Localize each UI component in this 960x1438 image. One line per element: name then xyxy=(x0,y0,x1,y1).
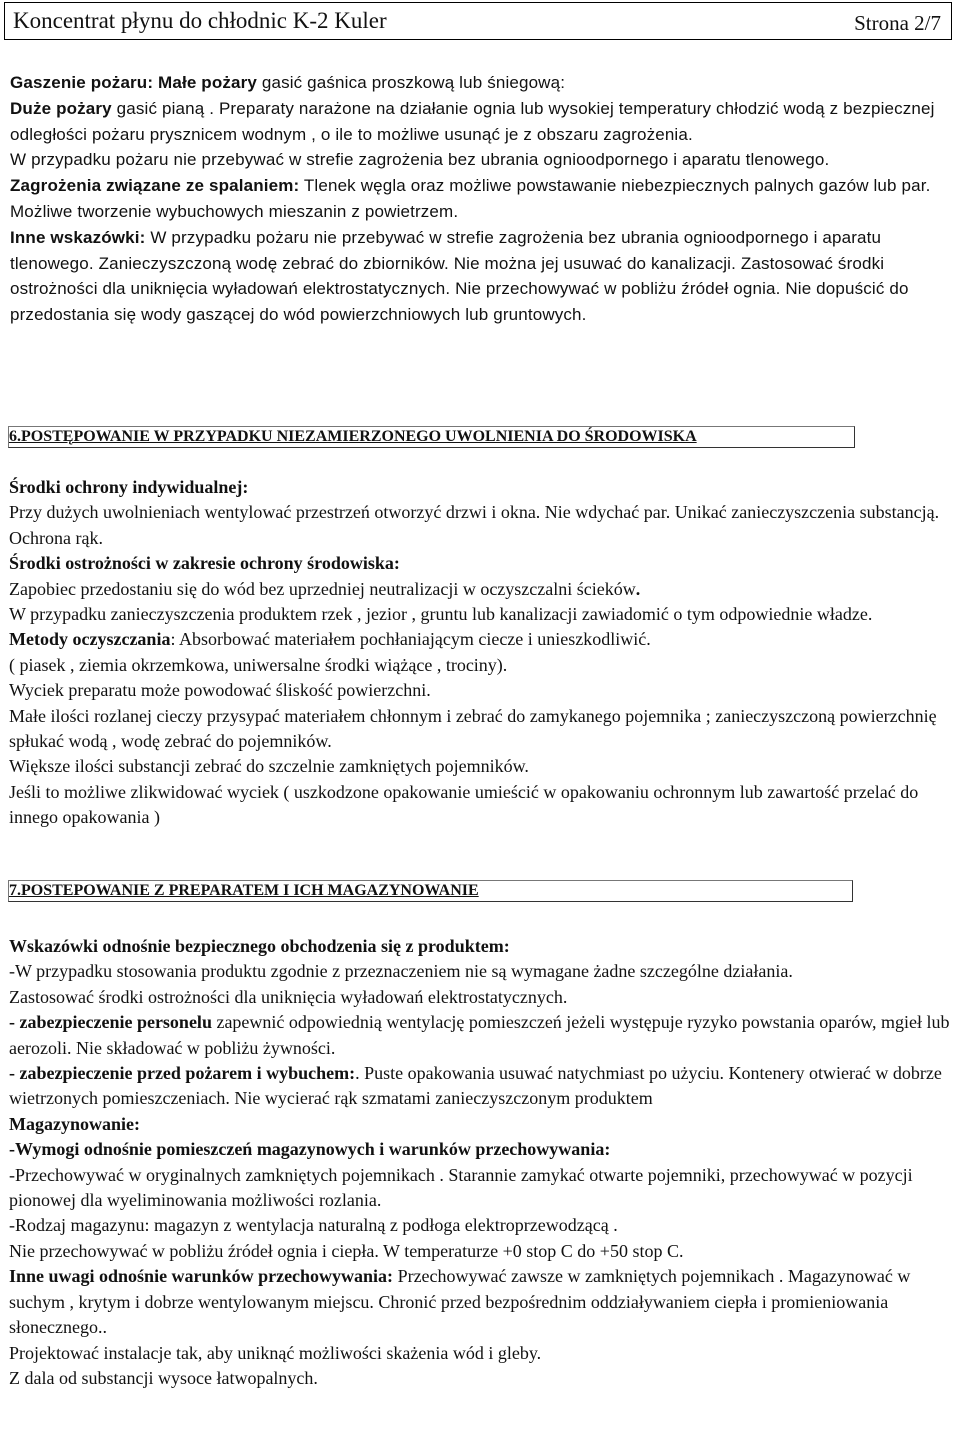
slippery-surface-text: Wyciek preparatu może powodować śliskość powierzchni. xyxy=(9,680,431,701)
large-spills-text: Większe ilości substancji zebrać do szczelnie zamkniętych pojemników. xyxy=(9,756,529,777)
personal-protection-text: Przy dużych uwolnieniach wentylować przestrzeń otworzyć drzwi i okna. Nie wdychać par. Unikać zanieczyszczenia substancją. Ochrona rąk. xyxy=(9,502,940,548)
other-guidance-label: Inne wskazówki: xyxy=(10,227,146,247)
section-6-heading: 6.POSTĘPOWANIE W PRZYPADKU NIEZAMIERZONEGO UWOLNIENIA DO ŚRODOWISKA xyxy=(9,428,697,445)
large-fires-text: gasić pianą . Preparaty narażone na działanie ognia lub wysokiej temperatury chłodzić wodą z bezpiecznej odległości pożaru prysznicem wodnym , o ile to możliwe usunąć je z obszaru zagrożenia. xyxy=(10,98,935,144)
installation-design-text: Projektować instalacje tak, aby uniknąć możliwości skażenia wód i gleby. xyxy=(9,1342,542,1363)
safe-handling-text: -W przypadku stosowania produktu zgodnie z przeznaczeniem nie są wymagane żadne szczególne działania. xyxy=(9,961,793,982)
page-number: Strona 2/7 xyxy=(854,11,941,35)
fire-explosion-text: . Puste opakowania usuwać natychmiast po użyciu. Kontenery otwierać w dobrze wietrzonych pomieszczeniach. Nie wycierać rąk szmatami zanieczyszczonym produktem xyxy=(9,1063,942,1109)
environmental-precautions-heading: Środki ostrożności w zakresie ochrony środowiska: xyxy=(9,553,400,574)
combustion-hazards-label: Zagrożenia związane ze spalaniem: xyxy=(10,176,300,196)
warehouse-type-text: -Rodzaj magazynu: magazyn z wentylacja naturalną z podłoga elektroprzewodzącą . xyxy=(9,1215,618,1236)
large-fires-label: Duże pożary xyxy=(10,98,112,118)
temperature-range-text: Nie przechowywać w pobliżu źródeł ognia i ciepła. W temperaturze +0 stop C do +50 stop C. xyxy=(9,1240,684,1261)
other-storage-label: Inne uwagi odnośnie warunków przechowywania: xyxy=(9,1266,394,1287)
fire-explosion-label: - zabezpieczenie przed pożarem i wybuchem: xyxy=(9,1063,356,1084)
authority-notification-text: W przypadku zanieczyszczenia produktem rzek , jezior , gruntu lub kanalizacji zawiadomić o tym odpowiednie władze. xyxy=(9,604,873,625)
other-storage-text: Przechowywać zawsze w zamkniętych pojemnikach . Magazynować w suchym , krytym i dobrze wentylowanym miejscu. Chronić przed bezpośrednim oddziaływaniem ciepła i promieniowania słonecznego.. xyxy=(9,1266,911,1338)
section-7-heading-box xyxy=(8,880,853,902)
section-5-firefighting xyxy=(10,70,950,328)
other-guidance-text: W przypadku pożaru nie przebywać w strefie zagrożenia bez ubrania ognioodpornego i aparatu tlenowego. Zanieczyszczoną wodę zebrać do zbiorników. Nie można jej usuwać do kanalizacji. Zastosować środki ostrożności dla uniknięcia wyładowań elektrostatycznych. Nie przechowywać w pobliżu źródeł ognia. Nie dopuścić do przedostania się wody gaszącej do wód powierzchniowych lub gruntowych. xyxy=(10,227,909,325)
cleanup-methods-text: : Absorbować materiałem pochłaniającym ciecze i unieszkodliwić. xyxy=(170,629,651,650)
original-containers-text: -Przechowywać w oryginalnych zamkniętych pojemnikach . Starannie zamykać otwarte pojemniki, przechowywać w pozycji pionowej dla wyeliminowania możliwości rozlania. xyxy=(9,1164,913,1211)
section-7-heading: 7.POSTEPOWANIE Z PREPARATEM I ICH MAGAZYNOWANIE xyxy=(9,882,479,899)
storage-heading: Magazynowanie: xyxy=(9,1113,140,1134)
small-fires-text: gasić gaśnica proszkową lub śniegową: xyxy=(257,73,566,92)
environmental-precautions-text xyxy=(9,577,951,602)
extinguishing-line xyxy=(10,70,950,96)
fire-explosion-paragraph xyxy=(9,1061,951,1112)
flammables-separation-text: Z dala od substancji wysoce łatwopalnych. xyxy=(9,1367,318,1388)
personnel-protection-paragraph xyxy=(9,1010,951,1061)
other-storage-paragraph xyxy=(9,1264,951,1340)
extinguishing-label: Gaszenie pożaru: xyxy=(10,73,159,92)
section-6-heading-box xyxy=(8,426,855,448)
combustion-hazards-paragraph xyxy=(10,173,950,225)
large-fires-paragraph xyxy=(10,96,950,148)
personal-protection-heading: Środki ochrony indywidualnej: xyxy=(9,477,249,497)
personnel-protection-text: zapewnić odpowiednią wentylację pomieszczeń jeżeli występuje ryzyko powstania oparów, mgieł lub aerozoli. Nie składować w pobliżu żywności. xyxy=(9,1012,950,1058)
document-header xyxy=(4,2,952,40)
small-spills-text: Małe ilości rozlanej cieczy przysypać materiałem chłonnym i zebrać do zamykanego pojemnika ; zanieczyszczoną powierzchnię spłukać wodą , wodę zebrać do pojemników. xyxy=(9,705,937,752)
section-6-body xyxy=(9,475,951,831)
storage-requirements-heading: -Wymogi odnośnie pomieszczeń magazynowych i warunków przechowywania: xyxy=(9,1139,611,1160)
environmental-text-period: . xyxy=(635,578,641,599)
section-7-body xyxy=(9,934,951,1391)
small-fires-label: Małe pożary xyxy=(158,73,257,92)
absorbents-list: ( piasek , ziemia okrzemkowa, uniwersalne środki wiążące , trociny). xyxy=(9,654,508,675)
personnel-protection-label: - zabezpieczenie personelu xyxy=(9,1012,212,1033)
safe-handling-heading: Wskazówki odnośnie bezpiecznego obchodzenia się z produktem: xyxy=(9,936,510,956)
fire-protective-equipment-text: W przypadku pożaru nie przebywać w strefie zagrożenia bez ubrania ognioodpornego i aparatu tlenowego. xyxy=(10,150,830,170)
combustion-hazards-text: Tlenek węgla oraz możliwe powstawanie niebezpiecznych palnych gazów lub par. Możliwe tworzenie wybuchowych mieszanin z powietrzem. xyxy=(10,176,931,221)
cleanup-methods-paragraph xyxy=(9,627,951,652)
environmental-text-main: Zapobiec przedostaniu się do wód bez uprzedniej neutralizacji w oczyszczalni ścieków xyxy=(9,578,636,599)
stop-leak-text: Jeśli to możliwe zlikwidować wyciek ( uszkodzone opakowanie umieścić w opakowaniu ochronnym lub zawartość przelać do innego opakowania ) xyxy=(9,781,919,828)
document-title: Koncentrat płynu do chłodnic K-2 Kuler xyxy=(13,8,387,33)
other-guidance-paragraph xyxy=(10,225,950,328)
electrostatic-precautions-text: Zastosować środki ostrożności dla uniknięcia wyładowań elektrostatycznych. xyxy=(9,986,568,1007)
cleanup-methods-label: Metody oczyszczania xyxy=(9,629,171,650)
